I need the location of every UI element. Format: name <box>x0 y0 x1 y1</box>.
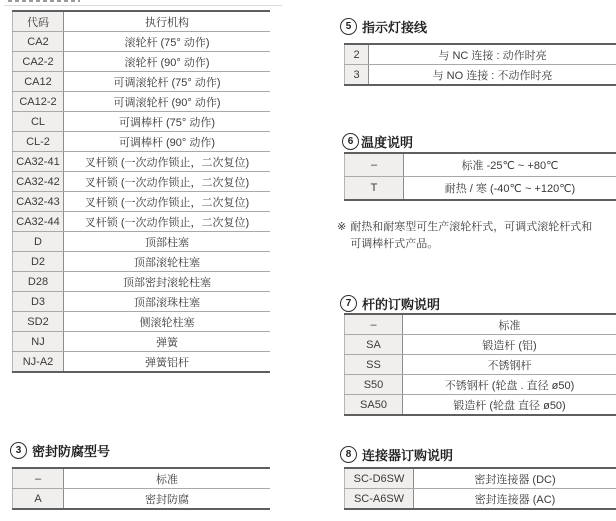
code-cell: CA12-2 <box>13 92 64 112</box>
code-cell: SC-A6SW <box>345 489 414 510</box>
circled-number-icon: 3 <box>10 442 27 459</box>
reference-mark-icon: ※ <box>337 221 347 233</box>
description-cell: 顶部滚珠柱塞 <box>64 292 271 312</box>
code-cell: A <box>13 489 64 510</box>
description-cell: 可调棒杆 (75° 动作) <box>64 112 271 132</box>
table-row <box>345 375 616 395</box>
description-cell: 密封连接器 (AC) <box>414 489 616 510</box>
circled-number-icon: 8 <box>340 446 357 463</box>
description-cell: 顶部柱塞 <box>64 232 271 252</box>
table-row <box>13 32 271 52</box>
code-cell: D2 <box>13 252 64 272</box>
description-cell: 侧滚轮柱塞 <box>64 312 271 332</box>
seal-type-table <box>12 467 270 510</box>
code-cell: SC-D6SW <box>345 468 414 489</box>
code-cell: T <box>345 177 404 201</box>
description-cell: 可调滚轮杆 (90° 动作) <box>64 92 271 112</box>
description-cell: 锻造杆 (铝) <box>403 335 616 355</box>
description-cell: 密封防腐 <box>64 489 271 510</box>
section-title: 指示灯接线 <box>362 20 428 35</box>
lever-table-body <box>345 314 616 415</box>
table-row <box>345 153 616 177</box>
table-row <box>345 468 616 489</box>
description-cell: 顶部密封滚轮柱塞 <box>64 272 271 292</box>
table-row <box>13 172 271 192</box>
table-row <box>345 355 616 375</box>
code-cell: NJ <box>13 332 64 352</box>
table-row <box>13 112 271 132</box>
code-cell: – <box>345 314 403 335</box>
description-cell: 密封连接器 (DC) <box>414 468 616 489</box>
description-cell: 锻造杆 (轮盘 直径 ø50) <box>403 395 616 416</box>
table-row <box>13 468 271 489</box>
indicator-table-body <box>345 44 616 85</box>
table-row <box>13 192 271 212</box>
code-cell: D3 <box>13 292 64 312</box>
code-cell: CA32-41 <box>13 152 64 172</box>
description-cell: 不锈钢杆 (轮盘 . 直径 ø50) <box>403 375 616 395</box>
circled-number-icon: 7 <box>340 295 357 312</box>
column-header-actuator: 执行机构 <box>64 11 271 32</box>
cropped-text-remnant <box>8 0 80 2</box>
temperature-table <box>344 152 616 201</box>
section-title: 连接器订购说明 <box>362 448 454 463</box>
section-heading-seal <box>10 441 110 460</box>
table-row <box>345 395 616 416</box>
code-cell: D <box>13 232 64 252</box>
header-row <box>13 11 271 32</box>
description-cell: 标准 <box>64 468 271 489</box>
code-cell: NJ-A2 <box>13 352 64 373</box>
description-cell: 滚轮杆 (75° 动作) <box>64 32 271 52</box>
table-row <box>13 352 271 373</box>
table-row <box>345 44 616 65</box>
code-cell: SD2 <box>13 312 64 332</box>
section-heading-lever <box>340 294 440 313</box>
code-cell: CA32-43 <box>13 192 64 212</box>
description-cell: 可调棒杆 (90° 动作) <box>64 132 271 152</box>
section-title: 密封防腐型号 <box>32 444 111 459</box>
description-cell: 不锈钢杆 <box>403 355 616 375</box>
code-cell: CL-2 <box>13 132 64 152</box>
description-cell: 与 NO 连接 : 不动作时亮 <box>369 65 616 86</box>
seal-table-body <box>13 468 271 509</box>
code-cell: 2 <box>345 44 369 65</box>
table-row <box>345 489 616 510</box>
table-row <box>13 292 271 312</box>
table-row <box>13 489 271 510</box>
section-title: 温度说明 <box>361 135 414 150</box>
section-heading-connector <box>340 445 453 464</box>
description-cell: 弹簧铝杆 <box>64 352 271 373</box>
table-row <box>13 92 271 112</box>
description-cell: 可调滚轮杆 (75° 动作) <box>64 72 271 92</box>
code-cell: SA <box>345 335 403 355</box>
table-row <box>13 72 271 92</box>
description-cell: 标准 -25℃ ~ +80℃ <box>404 153 616 177</box>
description-cell: 叉杆锁 (一次动作锁止，二次复位) <box>64 172 271 192</box>
circled-number-icon: 6 <box>342 133 359 150</box>
description-cell: 弹簧 <box>64 332 271 352</box>
circled-number-icon: 5 <box>340 18 357 35</box>
code-cell: CA12 <box>13 72 64 92</box>
code-cell: S50 <box>345 375 403 395</box>
actuator-code-table <box>12 10 270 373</box>
description-cell: 耐热 / 寒 (-40℃ ~ +120℃) <box>404 177 616 201</box>
code-cell: 3 <box>345 65 369 86</box>
temperature-note <box>337 219 599 253</box>
description-cell: 叉杆锁 (一次动作锁止，二次复位) <box>64 152 271 172</box>
table-row <box>13 312 271 332</box>
description-cell: 顶部滚轮柱塞 <box>64 252 271 272</box>
description-cell: 滚轮杆 (90° 动作) <box>64 52 271 72</box>
column-header-code: 代码 <box>13 11 64 32</box>
section-title: 杆的订购说明 <box>362 297 441 312</box>
code-cell: CA2 <box>13 32 64 52</box>
section-heading-indicator <box>340 17 427 36</box>
code-cell: D28 <box>13 272 64 292</box>
table-row <box>345 177 616 201</box>
code-cell: CA32-44 <box>13 212 64 232</box>
description-cell: 叉杆锁 (一次动作锁止，二次复位) <box>64 212 271 232</box>
lever-order-table <box>344 313 616 416</box>
temperature-table-body <box>345 153 616 200</box>
table-row <box>13 272 271 292</box>
code-cell: CA32-42 <box>13 172 64 192</box>
description-cell: 叉杆锁 (一次动作锁止，二次复位) <box>64 192 271 212</box>
section-heading-temperature <box>342 132 413 151</box>
table-row <box>13 52 271 72</box>
table-row <box>13 232 271 252</box>
table-row <box>13 332 271 352</box>
table-row <box>13 152 271 172</box>
table-row <box>345 335 616 355</box>
table-row <box>345 65 616 86</box>
connector-order-table <box>344 467 616 510</box>
table-row <box>13 132 271 152</box>
indicator-wiring-table <box>344 43 616 86</box>
code-cell: CL <box>13 112 64 132</box>
table-row <box>13 212 271 232</box>
connector-table-body <box>345 468 616 509</box>
temperature-note-text: 耐热和耐寒型可生产滚轮杆式，可调式滚轮杆式和可调棒杆式产品。 <box>350 221 593 251</box>
actuator-table-body <box>13 11 271 372</box>
table-row <box>345 314 616 335</box>
code-cell: SS <box>345 355 403 375</box>
description-cell: 与 NC 连接 : 动作时亮 <box>369 44 616 65</box>
description-cell: 标准 <box>403 314 616 335</box>
code-cell: CA2-2 <box>13 52 64 72</box>
code-cell: SA50 <box>345 395 403 416</box>
cropped-rule-remnant <box>4 5 282 6</box>
code-cell: – <box>345 153 404 177</box>
code-cell: – <box>13 468 64 489</box>
table-row <box>13 252 271 272</box>
